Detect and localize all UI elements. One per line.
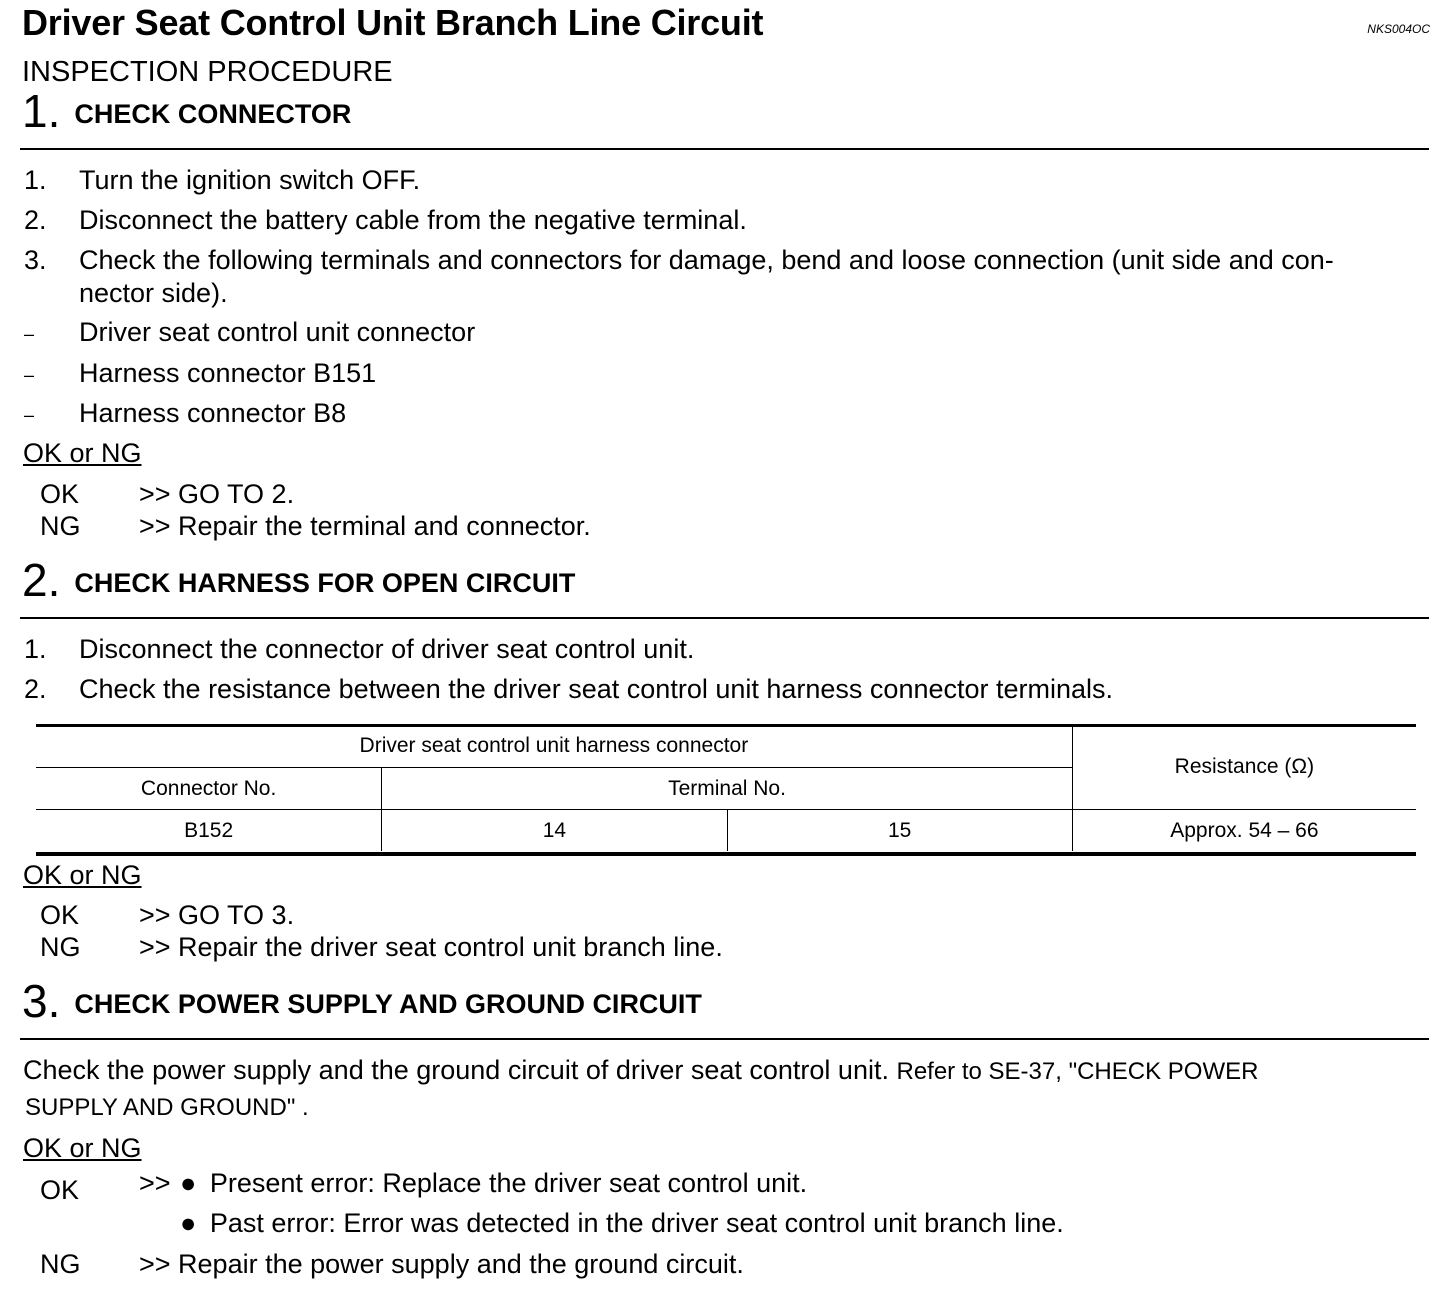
- divider: [20, 148, 1429, 150]
- result-value-ng: >> Repair the power supply and the ground circuit.: [139, 1249, 744, 1279]
- divider: [20, 617, 1429, 619]
- bullet-dot-icon: ●: [180, 1208, 197, 1238]
- list-number: 1.: [24, 634, 47, 664]
- step-2-heading: 2. CHECK HARNESS FOR OPEN CIRCUIT: [22, 554, 576, 606]
- bullet-item: ● Past error: Error was detected in the driver seat control unit branch line.: [180, 1208, 1064, 1238]
- ok-ng-label: OK or NG: [23, 860, 142, 890]
- step-heading-text: CHECK CONNECTOR: [74, 99, 352, 129]
- table-bottom-rule: [36, 852, 1416, 856]
- step-3-body: Check the power supply and the ground circuit of driver seat control unit. Refer to SE-37, "CHECK POWER: [23, 1055, 1259, 1085]
- step-number: 1: [22, 85, 48, 137]
- result-key-ok: OK: [40, 1175, 80, 1205]
- result-key-ng: NG: [40, 1249, 81, 1279]
- result-key-ng: NG: [40, 511, 81, 541]
- result-value-ok: >> GO TO 2.: [139, 479, 295, 509]
- dash-bullet: –: [24, 365, 35, 385]
- list-number: 2.: [24, 674, 47, 704]
- result-key-ng: NG: [40, 932, 81, 962]
- sub-list-item: Driver seat control unit connector: [79, 317, 476, 347]
- section-subtitle: INSPECTION PROCEDURE: [22, 56, 393, 88]
- step-number: 2: [22, 554, 48, 606]
- list-item-continuation: nector side).: [79, 278, 228, 308]
- dash-bullet: –: [24, 405, 35, 425]
- list-number: 3.: [24, 245, 47, 275]
- page-title: Driver Seat Control Unit Branch Line Circuit: [22, 2, 764, 43]
- step-3-heading: 3. CHECK POWER SUPPLY AND GROUND CIRCUIT: [22, 975, 702, 1027]
- divider: [20, 1038, 1429, 1040]
- dash-bullet: –: [24, 324, 35, 344]
- step-heading-text: CHECK POWER SUPPLY AND GROUND CIRCUIT: [74, 989, 702, 1019]
- list-item: Turn the ignition switch OFF.: [79, 165, 421, 195]
- step-heading-text: CHECK HARNESS FOR OPEN CIRCUIT: [74, 568, 576, 598]
- list-item: Check the resistance between the driver seat control unit harness connector terminals.: [79, 674, 1114, 704]
- result-value-ng: >> Repair the terminal and connector.: [139, 511, 591, 541]
- list-number: 1.: [24, 165, 47, 195]
- result-value-ok: >> GO TO 3.: [139, 900, 295, 930]
- result-key-ok: OK: [40, 900, 80, 930]
- reference-link-continuation: SUPPLY AND GROUND" .: [25, 1094, 309, 1121]
- reference-link[interactable]: Refer to SE-37, "CHECK POWER: [896, 1058, 1259, 1085]
- sub-list-item: Harness connector B8: [79, 398, 347, 428]
- sub-list-item: Harness connector B151: [79, 358, 377, 388]
- table-cell-terminal-b: 15: [727, 810, 1072, 852]
- list-item: Disconnect the battery cable from the negative terminal.: [79, 205, 747, 235]
- step-number: 3: [22, 975, 48, 1027]
- list-number: 2.: [24, 205, 47, 235]
- ok-ng-label: OK or NG: [23, 1133, 142, 1163]
- reference-code: NKS004OC: [1367, 22, 1430, 36]
- table-cell-resistance: Approx. 54 – 66: [1072, 810, 1416, 852]
- table-cell-connector: B152: [36, 810, 382, 852]
- bullet-dot-icon: ●: [180, 1168, 197, 1198]
- table-group-header: Driver seat control unit harness connector: [36, 724, 1072, 768]
- table-header-connector: Connector No.: [36, 768, 382, 810]
- bullet-item: ● Present error: Replace the driver seat control unit.: [180, 1168, 808, 1198]
- result-value-ng: >> Repair the driver seat control unit branch line.: [139, 932, 723, 962]
- table-header-resistance: Resistance (Ω): [1072, 724, 1416, 810]
- list-item: Disconnect the connector of driver seat control unit.: [79, 634, 695, 664]
- table-row: [36, 810, 1416, 852]
- list-item: Check the following terminals and connectors for damage, bend and loose connection (unit side and con-: [79, 245, 1334, 275]
- table-header-terminal: Terminal No.: [382, 768, 1073, 810]
- ok-ng-label: OK or NG: [23, 438, 142, 468]
- result-arrow: >>: [139, 1168, 171, 1198]
- table-cell-terminal-a: 14: [382, 810, 727, 852]
- step-1-heading: 1. CHECK CONNECTOR: [22, 85, 352, 137]
- resistance-table: [36, 724, 1416, 851]
- result-key-ok: OK: [40, 479, 80, 509]
